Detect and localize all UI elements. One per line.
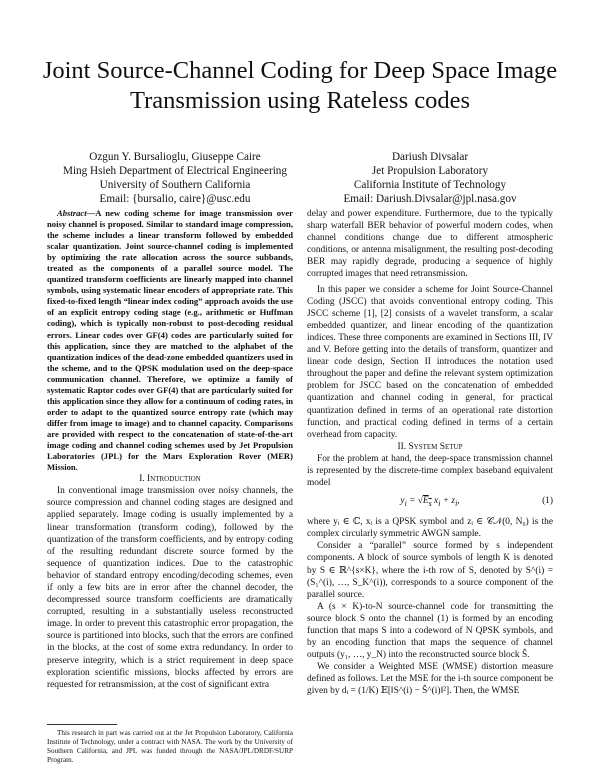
author-univ: California Institute of Technology — [353, 179, 507, 191]
section-heading-system-setup: II. System Setup — [397, 441, 463, 452]
paragraph: In this paper we consider a scheme for Joint Source-Channel Coding (JSCC) that avoids conventional entropy coding. This JSCC scheme [1], [2] consists of a wavelet transform, a scalar embedded quantizer, and linear encoding of the quantization indices. These three components are examined in Sections III, IV and V. Before getting into the details of transform, quantizer and linear code design, Section II introduces the notation used throughout the paper and define the relevant system optimization problem for JSCC based on the concatenation of embedded quantization and channel coding in general, for practical quantization defined in terms of an operational rate distortion function, and practical coding defined in terms of a certain overhead from capacity. — [307, 284, 553, 440]
author-email: Email: {bursalio, caire}@usc.edu — [99, 193, 251, 205]
right-column — [307, 208, 553, 698]
paragraph: where yᵢ ∈ ℂ, xᵢ is a QPSK symbol and zᵢ ∈ 𝒞𝒩(0, N₀) is the complex circularly symmetric AWGN sample. — [307, 517, 553, 540]
author-block-right — [325, 150, 535, 206]
equation-1: $y_i = √E_s$ $x_i + z_i$, (1) — [400, 496, 553, 509]
author-names: Ozgun Y. Bursalioglu, Giuseppe Caire — [89, 151, 261, 163]
abstract-lead: Abstract — [57, 208, 87, 218]
author-names: Dariush Divsalar — [391, 151, 469, 163]
footnote-rule — [47, 724, 117, 725]
author-block-left — [60, 150, 290, 206]
section-heading-introduction: I. Introduction — [139, 474, 201, 485]
author-univ: University of Southern California — [99, 179, 251, 191]
paragraph: delay and power expenditure. Furthermore, due to the typically sharp waterfall BER behavior of powerful modern codes, when channel conditions change due to different atmospheric conditions, or antenna misalignment, the resulting post-decoding BER may rapidly degrade, producing a sequence of highly corrupted images that need retransmission. — [307, 209, 553, 280]
author-email: Email: Dariush.Divsalar@jpl.nasa.gov — [343, 193, 517, 205]
intro-paragraph: In conventional image transmission over noisy channels, the source compression and channel coding stages are designed and applied separately. Image coding is usually implemented by a linear transformation (transform coding), followed by the quantization of the transform coefficients, and by entropy coding of the resulting redundant discrete source formed by the sequence of quantization indices. Due to the catastrophic behavior of standard entropy encoding/decoding schemes, even if only a few bits are in error after the channel decoder, the decompressed source transform coefficients are dramatically corrupted, resulting in a substantially useless reconstructed image. In order to prevent this catastrophic error propagation, the source is partitioned into blocks, such that the errors are confined in the blocks, at the cost of some extra redundancy. In order to preserve integrity, which is a strict requirement in deep space exploration scientific missions, blocks affected by errors are requested for retransmission, at the cost of significant extra — [47, 486, 293, 690]
abstract — [47, 208, 293, 473]
paragraph: A (s × K)-to-N source-channel code for transmitting the source block S onto the channel (1) is formed by an encoding function that maps S into a codeword of N QPSK symbols, and by an encoding function that maps the sequence of channel outputs (y₁, …, y_N) into the reconstructed source block Ŝ. — [307, 601, 553, 661]
equation-number: (1) — [542, 496, 553, 507]
paragraph: We consider a Weighted MSE (WMSE) distortion measure defined as follows. Let the MSE for the i-th source component be given by dᵢ = (1/K) 𝔼[‖S^(i) − Ŝ^(i)‖²]. Then, the WMSE — [307, 662, 553, 697]
author-dept: Ming Hsieh Department of Electrical Engineering — [63, 165, 287, 177]
paragraph: Consider a “parallel” source formed by s independent components. A block of source symbols of length K is denoted by S ∈ ℝ^{s×K}, where the i-th row of S, denoted by S^(i) = (S₁^(i), …, S_K^(i)), corresponds to a source component of the parallel source. — [307, 541, 553, 600]
abstract-text: —A new coding scheme for image transmission over noisy channel is proposed. Similar to standard image compression, the scheme includes a linear transform followed by embedded scalar quantization. Joint source-channel coding is implemented by optimizing the rate allocation across the source subbands, treated as the components of a parallel source model. The quantized transform coefficients are linearly mapped into channel symbols, using systematic linear encoders of appropriate rate. This fixed-to-fixed length “linear index coding” approach avoids the use of an explicit entropy coding stage (e.g., arithmetic or Huffman coding), which is typically non-robust to post-decoding residual errors. Linear codes over GF(4) codes are particularly suited for this application, since they are matched to the alphabet of the quantization indices of the dead-zone embedded quantizers used in the scheme, and to the QPSK modulation used on the deep-space communication channel. Therefore, we optimize a family of systematic Raptor codes over GF(4) that are particularly suited for this application since they allow for a continuum of coding rates, in order to adapt to the quantized source entropy rate (which may differ from image to image) and to channel capacity. Comparisons are provided with respect to the concatenation of state-of-the-art image coding and channel coding schemes used by Jet Propulsion Laboratories (JPL) for the Mars Exploration Rover (MER) Mission. — [47, 208, 293, 473]
paragraph: For the problem at hand, the deep-space transmission channel is represented by the discrete-time complex baseband equivalent model — [307, 453, 553, 489]
footnote: This research in part was carried out at the Jet Propulsion Laboratory, California Institute of Technology, under a contract with NASA. The work by the University of Southern California, and JPL was funded through the NASA/JPL/DRDF/SURP Program. — [47, 729, 293, 764]
left-column — [47, 208, 293, 691]
paper-title: Joint Source-Channel Coding for Deep Space Image Transmission using Rateless codes — [42, 57, 558, 114]
author-dept: Jet Propulsion Laboratory — [371, 165, 489, 177]
